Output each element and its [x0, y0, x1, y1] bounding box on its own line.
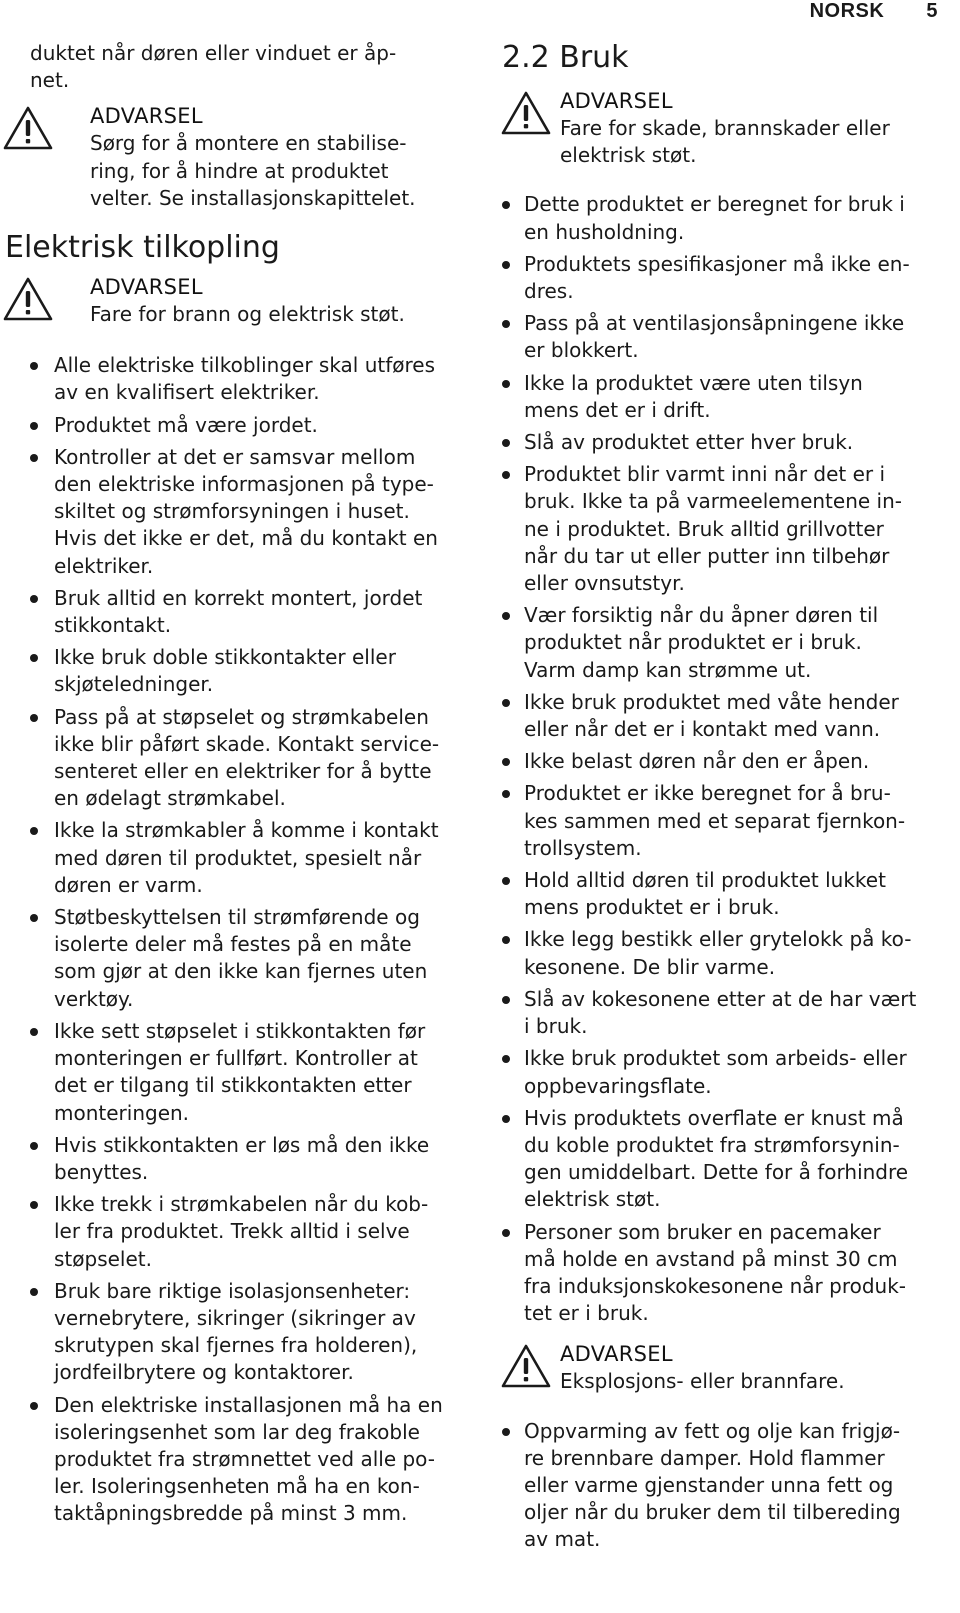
list-item: Personer som bruker en pacemaker må holde en avstand på minst 30 cm fra induksjonskokesonene når produk- tet er i bruk.: [502, 1219, 942, 1328]
list-item: Den elektriske installasjonen må ha en isoleringsenhet som lar deg frakoble produktet fra strømnettet ved alle po- ler. Isoleringsenheten må ha en kon- taktåpningsbredde på minst 3 mm.: [30, 1392, 460, 1528]
list-item: Slå av produktet etter hver bruk.: [502, 429, 942, 456]
warning-text: Eksplosjons- eller brannfare.: [560, 1369, 845, 1394]
list-item: Pass på at ventilasjonsåpningene ikke er blokkert.: [502, 310, 942, 364]
header-language: NORSK: [809, 0, 885, 22]
warning-block-electrical: [30, 274, 460, 328]
list-item: Produktets spesifikasjoner må ikke en- dres.: [502, 251, 942, 305]
warning-triangle-icon: [2, 105, 54, 151]
warning-triangle-icon: [2, 276, 54, 322]
list-item: Hold alltid døren til produktet lukket mens produktet er i bruk.: [502, 867, 942, 921]
warning-block-stabiliser: [30, 103, 460, 212]
warning-text: Fare for brann og elektrisk støt.: [90, 302, 405, 327]
list-item: Støtbeskyttelsen til strømførende og isolerte deler må festes på en måte som gjør at den ikke kan fjernes uten verktøy.: [30, 904, 460, 1013]
list-item: Ikke trekk i strømkabelen når du kob- ler fra produktet. Trekk alltid i selve støpselet.: [30, 1191, 460, 1273]
warning-title: ADVARSEL: [560, 1342, 673, 1367]
warning-title: ADVARSEL: [90, 275, 203, 300]
warning-title: ADVARSEL: [90, 104, 203, 129]
electrical-safety-list: [30, 352, 460, 1527]
list-item: Produktet må være jordet.: [30, 412, 460, 439]
warning-block-explosion: [502, 1341, 942, 1395]
warning-block-use: [502, 88, 942, 169]
list-item: Ikke bruk produktet med våte hender eller når det er i kontakt med vann.: [502, 689, 942, 743]
explosion-safety-list: [502, 1418, 942, 1554]
list-item: Produktet er ikke beregnet for å bru- kes sammen med et separat fjernkon- trollsystem.: [502, 780, 942, 862]
list-item: Bruk alltid en korrekt montert, jordet stikkontakt.: [30, 585, 460, 639]
use-safety-list: [502, 191, 942, 1327]
list-item: Pass på at støpselet og strømkabelen ikke blir påført skade. Kontakt service- senteret eller en elektriker for å bytte en ødelagt strømkabel.: [30, 704, 460, 813]
warning-title: ADVARSEL: [560, 89, 673, 113]
list-item: Oppvarming av fett og olje kan frigjø- re brennbare damper. Hold flammer eller varme gjenstander unna fett og oljer når du bruker dem til tilbereding av mat.: [502, 1418, 942, 1554]
page-number: 5: [926, 0, 938, 22]
left-column: [5, 38, 460, 1533]
warning-text: Sørg for å montere en stabilise- ring, for å hindre at produktet velter. Se installasjonskapittelet.: [90, 131, 416, 210]
list-item: Ikke bruk doble stikkontakter eller skjøteledninger.: [30, 644, 460, 698]
list-item: Ikke bruk produktet som arbeids- eller oppbevaringsflate.: [502, 1045, 942, 1099]
list-item: Vær forsiktig når du åpner døren til produktet når produktet er i bruk. Varm damp kan strømme ut.: [502, 602, 942, 684]
list-item: Ikke legg bestikk eller grytelokk på ko- kesonene. De blir varme.: [502, 926, 942, 980]
warning-triangle-icon: [500, 1343, 552, 1389]
list-item: Ikke la strømkabler å komme i kontakt med døren til produktet, spesielt når døren er varm.: [30, 817, 460, 899]
list-item: Kontroller at det er samsvar mellom den elektriske informasjonen på type- skiltet og strømforsyningen i huset. Hvis det ikke er det, må du kontakt en elektriker.: [30, 444, 460, 580]
list-item: Alle elektriske tilkoblinger skal utføres av en kvalifisert elektriker.: [30, 352, 460, 406]
right-column: [502, 38, 942, 1559]
page-header: [810, 0, 938, 23]
list-item: Dette produktet er beregnet for bruk i en husholdning.: [502, 191, 942, 245]
list-item: Produktet blir varmt inni når det er i bruk. Ikke ta på varmeelementene in- ne i produktet. Bruk alltid grillvotter når du tar ut eller putter inn tilbehør eller ovnsutstyr.: [502, 461, 942, 597]
list-item: Hvis stikkontakten er løs må den ikke benyttes.: [30, 1132, 460, 1186]
warning-text: Fare for skade, brannskader eller elektrisk støt.: [560, 116, 890, 168]
list-item: Ikke la produktet være uten tilsyn mens det er i drift.: [502, 370, 942, 424]
section-title-electrical: Elektrisk tilkopling: [5, 230, 280, 266]
section-title-use: 2.2 Bruk: [502, 40, 629, 75]
list-item: Slå av kokesonene etter at de har vært i bruk.: [502, 986, 942, 1040]
warning-triangle-icon: [500, 90, 552, 136]
list-item: Ikke belast døren når den er åpen.: [502, 748, 942, 775]
list-item: Hvis produktets overflate er knust må du koble produktet fra strømforsynin- gen umiddelbart. Dette for å forhindre elektrisk støt.: [502, 1105, 942, 1214]
list-item: Ikke sett støpselet i stikkontakten før monteringen er fullført. Kontroller at det er tilgang til stikkontakten etter monteringen.: [30, 1018, 460, 1127]
list-item: Bruk bare riktige isolasjonsenheter: vernebrytere, sikringer (sikringer av skrutypen skal fjernes fra holderen), jordfeilbrytere og kontaktorer.: [30, 1278, 460, 1387]
intro-text: duktet når døren eller vinduet er åp- net.: [30, 41, 397, 93]
